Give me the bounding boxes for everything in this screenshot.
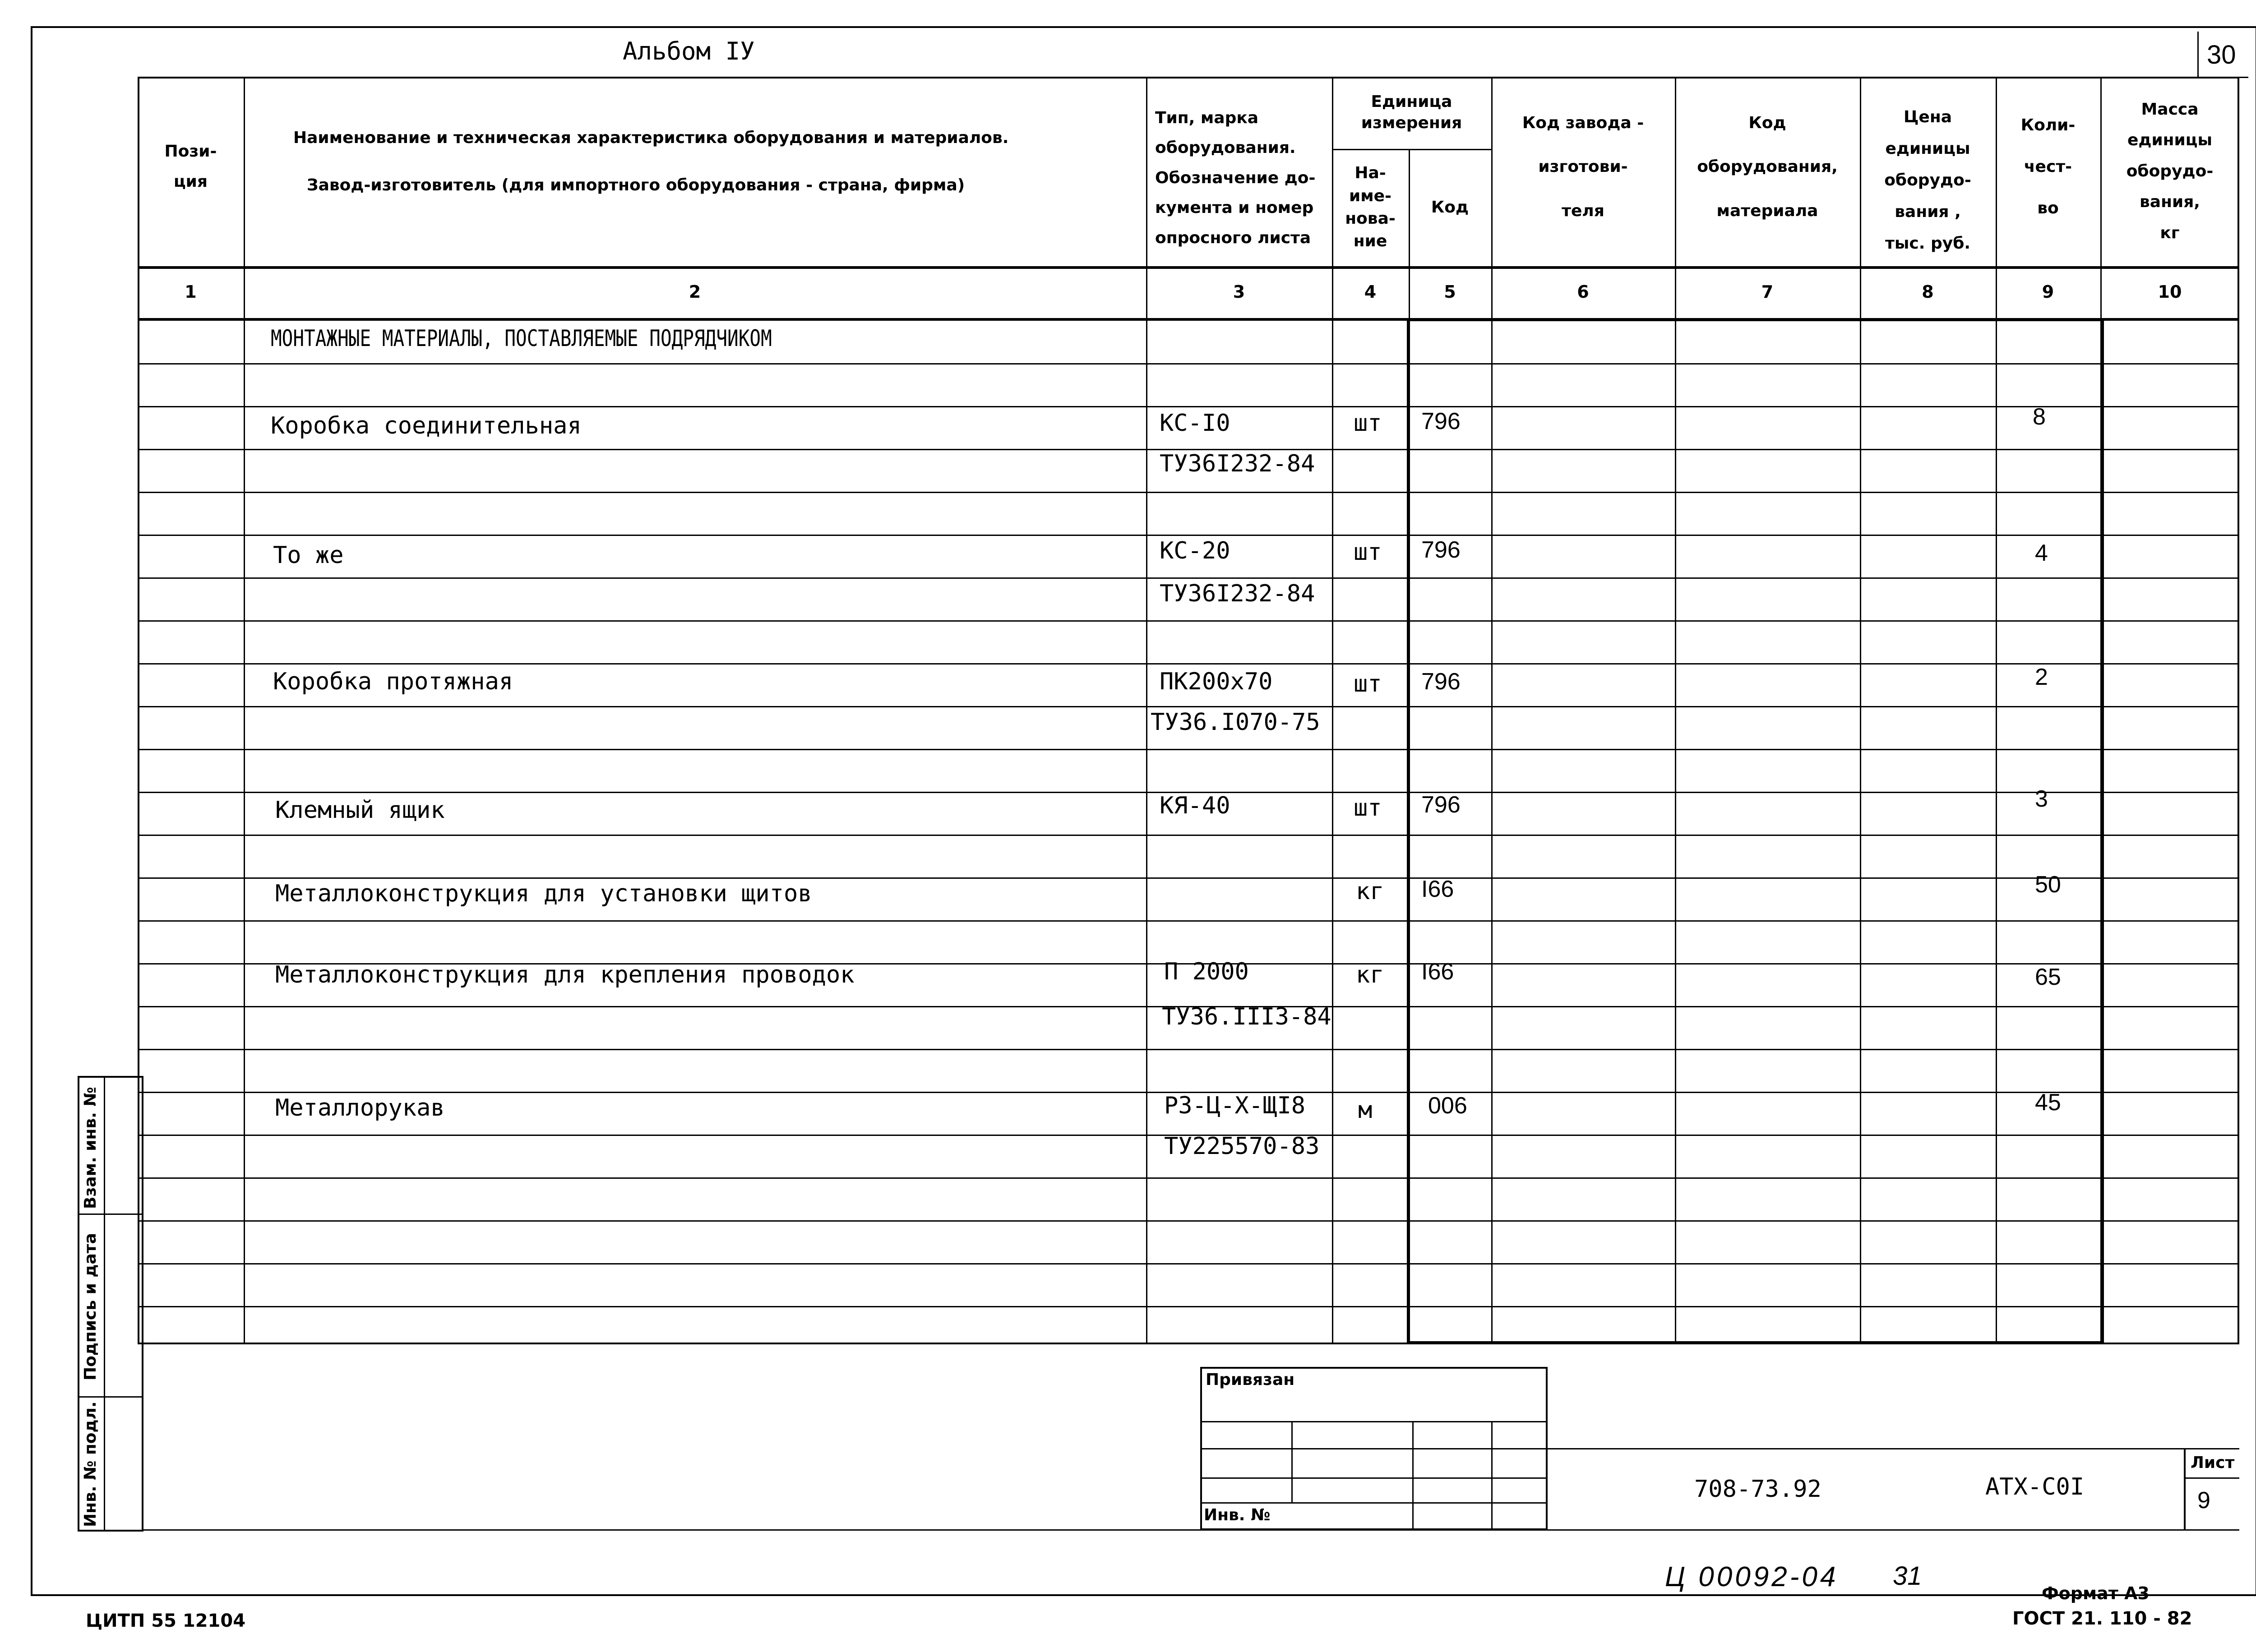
item-unit: шт [1354,794,1382,821]
item-name: Металлоконструкция для крепления проводок [275,961,855,988]
header-col4: На- име- нова- ние [1345,164,1396,251]
item-name: То же [273,542,344,569]
item-name: Коробка протяжная [273,668,513,695]
item-code: I66 [1421,959,1454,985]
header-col3: Тип, марка оборудования. Обозначение до- кумента и номер опросного листа [1155,108,1316,247]
side-stamp-podpis: Подпись и дата [81,1233,100,1380]
row-line [138,749,2239,750]
colnum-bottom-line [138,318,2239,321]
privyazan-line [1291,1421,1293,1502]
row-line [138,920,2239,922]
item-unit: шт [1354,670,1382,697]
item-doc: ТУ36I232-84 [1160,580,1315,607]
item-name: Коробка соединительная [271,412,582,439]
item-unit: кг [1356,878,1384,905]
citp-label: ЦИТП 55 12104 [86,1610,246,1631]
item-code: 796 [1421,408,1461,434]
item-code: 796 [1421,792,1461,818]
item-qty: 3 [2035,786,2048,812]
header-col2-line1: Наименование и техническая характеристика оборудования и материалов. [293,129,1009,147]
row-line [138,492,2239,493]
header-col1: Пози- ция [164,142,217,191]
item-type: П 2000 [1164,958,1249,985]
side-stamp-line [78,1396,143,1398]
colnum-9: 9 [2042,282,2054,302]
privyazan-line [1200,1477,1548,1479]
item-type: КС-I0 [1160,410,1230,437]
colnum-4: 4 [1364,282,1377,302]
item-doc: ТУ225570-83 [1164,1133,1320,1160]
row-line [138,835,2239,836]
privyazan-line [1412,1421,1414,1529]
colnum-1: 1 [185,282,197,302]
row-line [138,363,2239,365]
item-qty: 2 [2035,664,2048,690]
privyazan-line [1200,1448,1548,1449]
header-col4-5-group: Единица измерения [1361,92,1462,132]
thick-body-box [1407,318,2104,1344]
header-col2-line2: Завод-изготовитель (для импортного оборудования - страна, фирма) [307,176,965,194]
gost-label: ГОСТ 21. 110 - 82 [2012,1608,2192,1629]
colnum-5: 5 [1444,282,1456,302]
stamp-line [1548,1448,2239,1449]
privyazan-line [1200,1421,1548,1422]
item-doc: ТУ36.III3-84 [1162,1003,1331,1030]
format-label: Формат А3 [2042,1583,2150,1603]
header-col6: Код завода - изготови- теля [1522,114,1644,220]
side-stamp-line [78,1214,143,1215]
item-unit: шт [1354,410,1382,437]
header-col7: Код оборудования, материала [1697,114,1838,220]
item-name: Металлорукав [275,1094,445,1121]
row-line [138,577,2239,579]
row-line [138,877,2239,879]
item-doc: ТУ36.I070-75 [1151,709,1320,736]
privyazan-line [1200,1502,1548,1504]
item-qty: 45 [2035,1089,2061,1116]
colnum-7: 7 [1761,282,1774,302]
handwritten-code: Ц 00092-04 [1665,1561,1839,1592]
item-type: ПК200х70 [1160,668,1273,695]
item-code: 006 [1428,1093,1467,1119]
side-stamp-line [104,1076,105,1532]
item-qty: 65 [2035,964,2061,990]
item-name: Клемный ящик [275,797,445,824]
row-line [138,706,2239,707]
project-number: 708-73.92 [1694,1476,1821,1503]
item-unit: шт [1354,539,1382,566]
row-line [138,663,2239,664]
row-line [138,406,2239,407]
item-qty: 8 [2033,404,2046,430]
item-code: I66 [1421,876,1454,902]
item-name: Металлоконструкция для установки щитов [275,880,812,907]
item-doc: ТУ36I232-84 [1160,450,1315,477]
item-type: Р3-Ц-Х-ЩI8 [1164,1092,1306,1119]
row-line [138,535,2239,536]
item-qty: 50 [2035,872,2061,898]
colnum-8: 8 [1922,282,1934,302]
inv-no-label: Инв. № [1204,1506,1271,1524]
colnum-10: 10 [2158,282,2182,302]
item-qty: 4 [2035,540,2048,566]
privyazan-line [1491,1421,1493,1529]
header-col8: Цена единицы оборудо- вания , тыс. руб. [1884,107,1971,253]
album-title: Альбом IУ [623,37,755,65]
item-type: КС-20 [1160,537,1230,564]
handwritten-number: 31 [1893,1561,1922,1591]
row-line [138,1220,2239,1222]
side-stamp-inv: Инв. № подл. [81,1401,100,1527]
colnum-6: 6 [1577,282,1589,302]
list-cell-line [2184,1477,2239,1479]
item-code: 796 [1421,669,1461,695]
header-subline [1332,149,1491,150]
side-stamp-vzam: Взам. инв. № [81,1087,100,1209]
row-line [138,1263,2239,1264]
corner-sheet-number [2197,32,2248,78]
colnum-3: 3 [1233,282,1245,302]
document-code: АТХ-С0I [1985,1473,2085,1500]
row-line [138,1177,2239,1179]
corner-sheet-number-text: 30 [2207,40,2236,69]
section-title: МОНТАЖНЫЕ МАТЕРИАЛЫ, ПОСТАВЛЯЕМЫЕ ПОДРЯДЧИКОМ [271,325,772,351]
list-label: Лист [2191,1454,2235,1472]
header-col10: Масса единицы оборудо- вания, кг [2126,100,2214,242]
privyazan-label: Привязан [1206,1371,1295,1389]
row-line [138,1306,2239,1307]
item-unit: м [1358,1097,1373,1124]
header-col5: Код [1431,198,1469,217]
row-line [138,1049,2239,1050]
list-number: 9 [2197,1487,2210,1514]
item-code: 796 [1421,537,1461,563]
colnum-2: 2 [689,282,701,302]
bottom-frame-line [143,1529,2239,1531]
header-col9: Коли- чест- во [2020,116,2076,217]
item-type: КЯ-40 [1160,792,1230,819]
item-unit: кг [1356,961,1384,988]
header-bottom-line [138,266,2239,269]
row-line [138,620,2239,622]
